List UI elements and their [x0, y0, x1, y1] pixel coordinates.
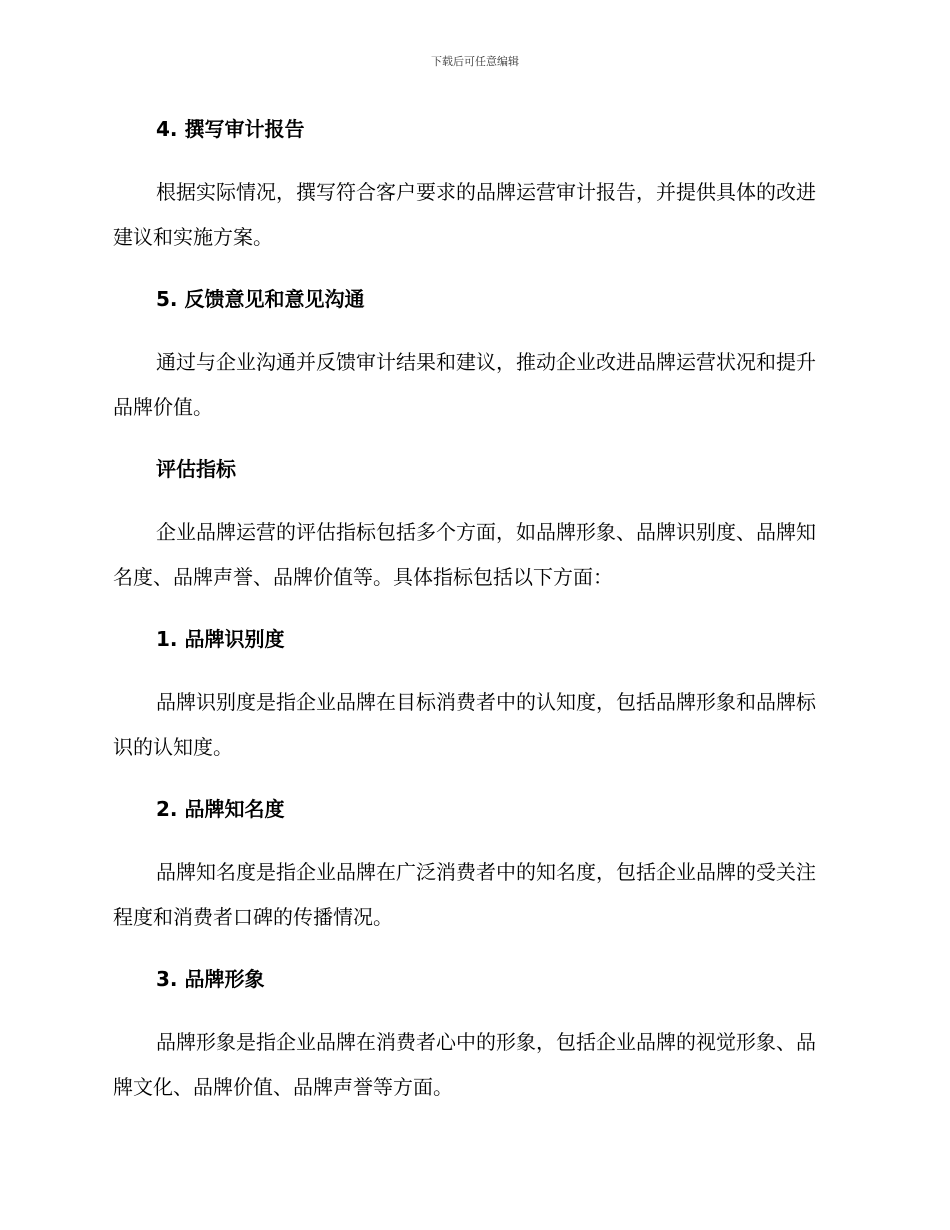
section-paragraph-write-report: 根据实际情况，撰写符合客户要求的品牌运营审计报告，并提供具体的改进建议和实施方案。	[113, 180, 816, 249]
section-heading-write-report: 4. 撰写审计报告	[156, 117, 305, 141]
page-header: 下载后可任意编辑	[431, 55, 519, 68]
section-heading-brand-recognition: 1. 品牌识别度	[156, 627, 285, 651]
section-heading-feedback: 5. 反馈意见和意见沟通	[156, 287, 365, 311]
section-paragraph-feedback: 通过与企业沟通并反馈审计结果和建议，推动企业改进品牌运营状况和提升品牌价值。	[113, 350, 816, 419]
document-body	[113, 112, 833, 1110]
section-paragraph-evaluation-metrics: 企业品牌运营的评估指标包括多个方面，如品牌形象、品牌识别度、品牌知名度、品牌声誉、品牌价值等。具体指标包括以下方面：	[113, 520, 816, 589]
section-heading-evaluation-metrics: 评估指标	[156, 457, 236, 481]
section-heading-brand-image: 3. 品牌形象	[156, 967, 265, 991]
section-paragraph-brand-recognition: 品牌识别度是指企业品牌在目标消费者中的认知度，包括品牌形象和品牌标识的认知度。	[113, 690, 816, 759]
section-paragraph-brand-awareness: 品牌知名度是指企业品牌在广泛消费者中的知名度，包括企业品牌的受关注程度和消费者口碑的传播情况。	[113, 860, 816, 929]
section-paragraph-brand-image: 品牌形象是指企业品牌在消费者心中的形象，包括企业品牌的视觉形象、品牌文化、品牌价值、品牌声誉等方面。	[113, 1030, 816, 1099]
section-heading-brand-awareness: 2. 品牌知名度	[156, 797, 285, 821]
